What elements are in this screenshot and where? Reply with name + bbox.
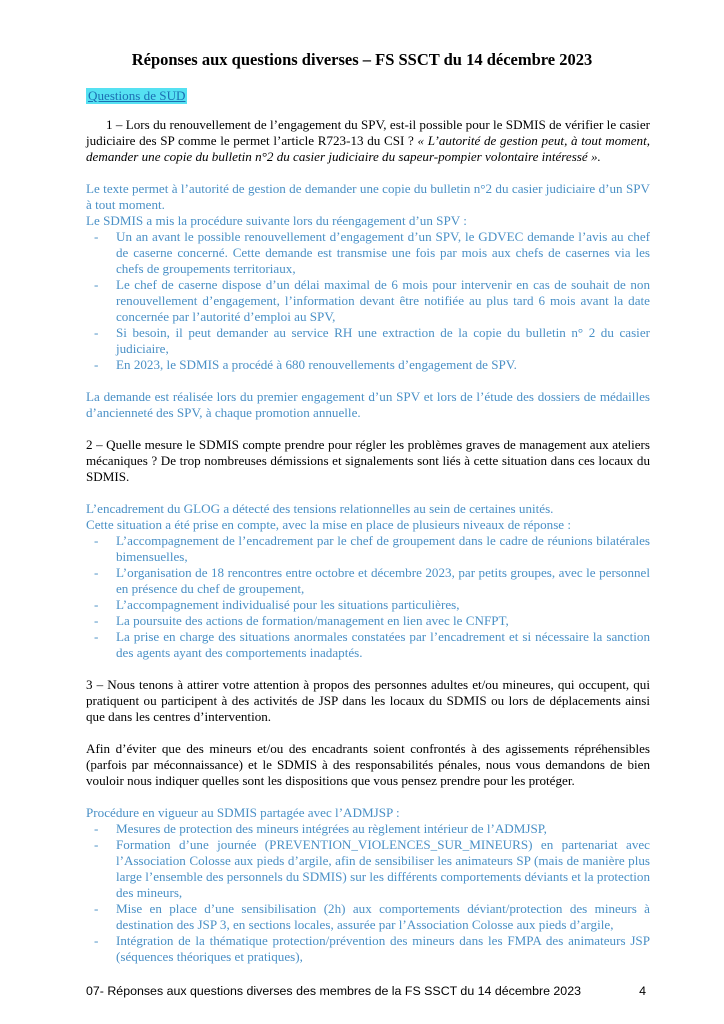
- list-item: - Un an avant le possible renouvellement d’engagement d’un SPV, le GDVEC demande l’avis au chef de caserne concerné. Cette demande est transmise une fois par mois aux chefs de casernes via les chefs de groupements territoriaux,: [116, 229, 650, 277]
- question-3-paragraph-1: 3 – Nous tenons à attirer votre attention à propos des personnes adultes et/ou mineures, qui occupent, qui pratiquent ou participent à des activités de JSP dans les locaux du SDMIS ou lors de déplacements ainsi que dans les centres d’intervention.: [86, 677, 650, 724]
- list-item: - En 2023, le SDMIS a procédé à 680 renouvellements d’engagement de SPV.: [116, 357, 650, 373]
- answer-2-paragraph-1: L’encadrement du GLOG a détecté des tensions relationnelles au sein de certaines unités.: [86, 501, 554, 516]
- list-item: - L’accompagnement individualisé pour les situations particulières,: [116, 597, 650, 613]
- list-item: - Mesures de protection des mineurs intégrées au règlement intérieur de l’ADMJSP,: [116, 821, 650, 837]
- page-title: Réponses aux questions diverses – FS SSCT du 14 décembre 2023: [131, 50, 593, 69]
- question-2: 2 – Quelle mesure le SDMIS compte prendre pour régler les problèmes graves de management aux ateliers mécaniques ? De trop nombreuses démissions et signalements sont liés à cette situation dans ces locaux du SDMIS.: [86, 437, 650, 484]
- answer-2-paragraph-2: Cette situation a été prise en compte, avec la mise en place de plusieurs niveaux de réponse :: [86, 517, 572, 532]
- list-item: - Formation d’une journée (PREVENTION_VIOLENCES_SUR_MINEURS) en partenariat avec l’Association Colosse aux pieds d’argile, afin de sensibiliser les animateurs SP (mais de manière plus large l’ensemble des personnels du SDMIS) sur les différents comportements déviants et la protection des mineurs,: [116, 837, 650, 901]
- page-number: 4: [639, 984, 646, 998]
- answer-1-list: [86, 229, 650, 373]
- page-footer: [86, 984, 646, 998]
- answer-3-paragraph-1: Procédure en vigueur au SDMIS partagée avec l’ADMJSP :: [86, 805, 400, 820]
- list-item: - La prise en charge des situations anormales constatées par l’encadrement et si nécessaire la sanction des agents ayant des comportements inadaptés.: [116, 629, 650, 661]
- list-item: - Mise en place d’une sensibilisation (2h) aux comportements déviant/protection des mineurs à destination des JSP 3, en sections locales, assurée par l’Association Colosse aux pieds d’argile,: [116, 901, 650, 933]
- answer-1-paragraph-2: Le SDMIS a mis la procédure suivante lors du réengagement d’un SPV :: [86, 213, 467, 228]
- question-1-quote: « L’autorité de gestion peut, à tout moment, demander une copie du bulletin n°2 du casier judiciaire du sapeur-pompier volontaire intéressé ».: [86, 133, 650, 164]
- footer-text: 07- Réponses aux questions diverses des membres de la FS SSCT du 14 décembre 2023: [86, 984, 581, 998]
- list-item: - Le chef de caserne dispose d’un délai maximal de 6 mois pour intervenir en cas de souhait de non renouvellement d’engagement, l’information devant être notifiée au plus tard 6 mois avant la date concernée par l’autorité d’emploi au SPV,: [116, 277, 650, 325]
- list-item: - La poursuite des actions de formation/management en lien avec le CNFPT,: [116, 613, 650, 629]
- list-item: - L’accompagnement de l’encadrement par le chef de groupement dans le cadre de réunions bilatérales bimensuelles,: [116, 533, 650, 565]
- list-item: - L’organisation de 18 rencontres entre octobre et décembre 2023, par petits groupes, avec le personnel en présence du chef de groupement,: [116, 565, 650, 597]
- page-content: [86, 88, 650, 965]
- list-item: - Intégration de la thématique protection/prévention des mineurs dans les FMPA des animateurs JSP (séquences théoriques et pratiques),: [116, 933, 650, 965]
- question-1-text: 1 – Lors du renouvellement de l’engagement du SPV, est-il possible pour le SDMIS de vérifier le casier judiciaire des SP comme le permet l’article R723-13 du CSI ?: [86, 117, 650, 148]
- section-heading: Questions de SUD: [88, 88, 186, 103]
- answer-1-paragraph-3: La demande est réalisée lors du premier engagement d’un SPV et lors de l’étude des dossiers de médailles d’ancienneté des SPV, à chaque promotion annuelle.: [86, 389, 650, 420]
- answer-2-list: [86, 533, 650, 661]
- question-1: [86, 117, 650, 165]
- list-item: - Si besoin, il peut demander au service RH une extraction de la copie du bulletin n° 2 du casier judiciaire,: [116, 325, 650, 357]
- question-3-paragraph-2: Afin d’éviter que des mineurs et/ou des encadrants soient confrontés à des agissements répréhensibles (parfois par méconnaissance) et le SDMIS à des responsabilités pénales, nous vous demandons de bien vouloir nous indiquer quelles sont les dispositions que vous pensez prendre pour les protéger.: [86, 741, 650, 788]
- answer-1-paragraph-1: Le texte permet à l’autorité de gestion de demander une copie du bulletin n°2 du casier judiciaire d’un SPV à tout moment.: [86, 181, 650, 212]
- answer-3-list: [86, 821, 650, 965]
